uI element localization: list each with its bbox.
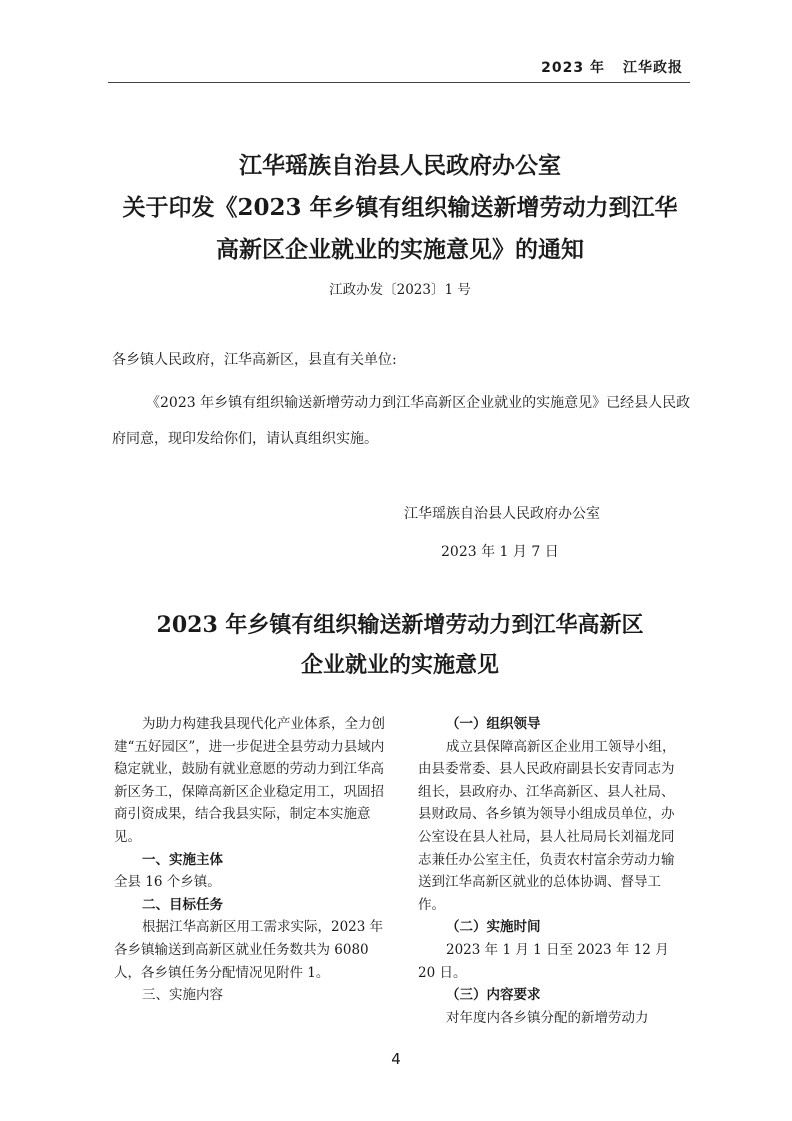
subsection-1-heading: （一）组织领导 [446, 716, 541, 732]
opinion-title-line-1: 2023 年乡镇有组织输送新增劳动力到江华高新区 [156, 612, 644, 638]
page-header [541, 57, 683, 77]
right-column [418, 713, 685, 1029]
header-publication: 江华政报 [623, 60, 683, 76]
header-year: 2023 年 [541, 60, 605, 76]
section-1-text: 全县 16 个乡镇。 [114, 874, 221, 891]
signature-org: 江华瑶族自治县人民政府办公室 [404, 506, 600, 522]
subsection-1-text: 成立县保障高新区企业用工领导小组，由县委常委、县人民政府副县长安青同志为组长，县政府办、江华高新区、县人社局、县财政局、各乡镇为领导小组成员单位，办公室设在县人社局，县人社局局长刘福龙同志兼任办公室主任，负责农村富余劳动力输送到江华高新区就业的总体协调、督导工作。 [418, 738, 676, 913]
subsection-3-text: 对年度内各乡镇分配的新增劳动力 [446, 1009, 649, 1026]
subsection-3-heading: （三）内容要求 [446, 987, 541, 1004]
notice-title [100, 145, 700, 271]
left-column [114, 713, 386, 1007]
page-number: 4 [391, 1050, 401, 1068]
opinion-title [100, 605, 700, 685]
signature-date: 2023 年 1 月 7 日 [441, 544, 559, 560]
notice-title-line-3: 高新区企业就业的实施意见》的通知 [216, 236, 584, 263]
subsection-2-heading: （二）实施时间 [446, 919, 541, 936]
document-number: 江政办发〔2023〕1 号 [329, 282, 471, 298]
notice-title-line-1: 江华瑶族自治县人民政府办公室 [239, 152, 561, 179]
section-1-heading: 一、实施主体 [142, 851, 223, 868]
subsection-2-text: 2023 年 1 月 1 日至 2023 年 12 月 20 日。 [418, 941, 669, 981]
salutation: 各乡镇人民政府，江华高新区，县直有关单位: [112, 352, 397, 368]
opinion-title-line-2: 企业就业的实施意见 [300, 652, 499, 678]
header-divider [108, 82, 690, 83]
notice-body-paragraph: 《2023 年乡镇有组织输送新增劳动力到江华高新区企业就业的实施意见》已经县人民政府同意，现印发给你们，请认真组织实施。 [112, 395, 691, 447]
notice-title-line-2: 关于印发《2023 年乡镇有组织输送新增劳动力到江华 [122, 194, 678, 221]
section-2-text: 根据江华高新区用工需求实际，2023 年各乡镇输送到高新区就业任务数共为 6080 人，各乡镇任务分配情况见附件 1。 [114, 919, 384, 981]
section-3-heading: 三、实施内容 [142, 987, 223, 1004]
section-2-heading: 二、目标任务 [142, 896, 223, 913]
intro-paragraph: 为助力构建我县现代化产业体系，全力创建“五好园区”，进一步促进全县劳动力县域内稳定就业，鼓励有就业意愿的劳动力到江华高新区务工，保障高新区企业稳定用工，巩固招商引资成果，结合我县实际，制定本实施意见。 [114, 716, 385, 845]
